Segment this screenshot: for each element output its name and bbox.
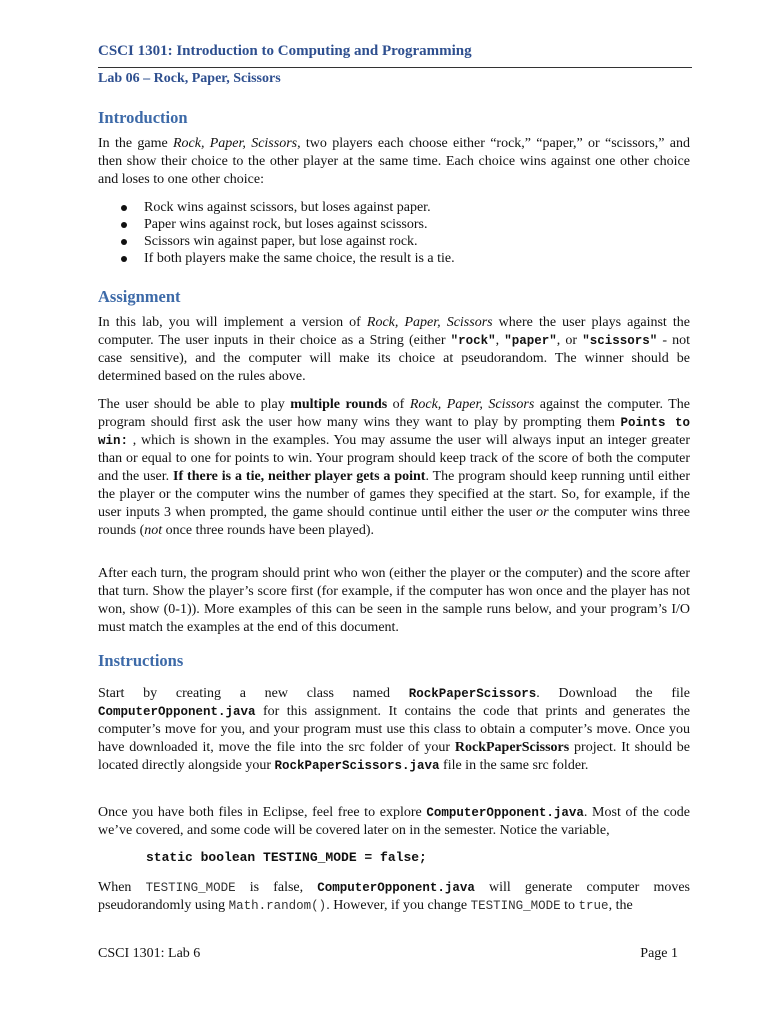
- list-item: [98, 250, 678, 267]
- code-snippet: static boolean TESTING_MODE = false;: [146, 850, 427, 865]
- emphasis: not: [144, 523, 163, 538]
- code-rock: "rock": [450, 334, 496, 348]
- text-run: project. It should be located directly alongside your: [98, 740, 690, 773]
- code-variable: TESTING_MODE: [470, 899, 561, 913]
- text-run: the computer wins three rounds (: [98, 505, 690, 538]
- instructions-paragraph-3: [98, 879, 690, 915]
- text-run: , or: [556, 333, 583, 348]
- text-run: , which is shown in the examples. You may assume the user will always input an integer greater than or equal to one for points to win. Your program should keep track of the score of both the computer and the user.: [98, 433, 690, 484]
- text-run: - not case sensitive), and the computer will make its choice at pseudorandom. The winner should be determined based on the rules above.: [98, 333, 691, 384]
- list-item-text: If both players make the same choice, the result is a tie.: [144, 251, 455, 266]
- footer-left: CSCI 1301: Lab 6: [98, 946, 201, 961]
- text-run: . Most of the code we’ve covered, and some code will be covered later on in the semester. Notice the variable,: [98, 805, 691, 838]
- instructions-paragraph-2: [98, 804, 690, 840]
- list-item: [98, 216, 678, 233]
- course-header: CSCI 1301: Introduction to Computing and Programming: [98, 43, 472, 59]
- game-name: Rock, Paper, Scissors: [366, 315, 493, 330]
- instructions-heading: Instructions: [98, 651, 184, 670]
- text-run: file in the same src folder.: [439, 758, 589, 773]
- text-run: The user should be able to play: [98, 397, 291, 412]
- code-class-name: RockPaperScissors: [408, 687, 537, 701]
- text-run: , two players each choose either “rock,” “paper,” or “scissors,” and then show their choice to the other player at the same time. Each choice wins against one other choice and loses to one other choice:: [98, 136, 690, 187]
- assignment-heading: Assignment: [98, 287, 181, 306]
- rules-list: [98, 199, 678, 267]
- code-scissors: "scissors": [582, 334, 658, 348]
- list-item-text: Paper wins against rock, but loses against scissors.: [144, 217, 428, 232]
- list-item: [98, 233, 678, 250]
- list-item: [98, 199, 678, 216]
- assignment-paragraph-2: [98, 396, 690, 540]
- text-run: to: [560, 898, 579, 913]
- bullet-icon: [121, 205, 127, 211]
- assignment-paragraph-3: After each turn, the program should print who won (either the player or the computer) and the score after that turn. Show the player’s score first (for example, if the computer has won once and the player has not won, show (0-1)). More examples of this can be seen in the sample runs below, and your program’s I/O must match the examples at the end of this document.: [98, 566, 690, 635]
- code-variable: TESTING_MODE: [145, 881, 236, 895]
- game-name: Rock, Paper, Scissors: [409, 397, 535, 412]
- bullet-icon: [121, 239, 127, 245]
- assignment-paragraph-1: [98, 314, 690, 386]
- text-run: of: [387, 397, 410, 412]
- bullet-icon: [121, 222, 127, 228]
- game-name: Rock, Paper, Scissors: [172, 136, 298, 151]
- list-item-text: Scissors win against paper, but lose against rock.: [144, 234, 418, 249]
- lab-title: Lab 06 – Rock, Paper, Scissors: [98, 71, 281, 86]
- text-run: When: [98, 880, 146, 895]
- header-divider: [98, 67, 692, 68]
- text-run: ,: [495, 333, 505, 348]
- text-run: will generate computer moves pseudorandomly using: [98, 880, 691, 913]
- text-run: . Download the file: [536, 686, 691, 701]
- emphasis: multiple rounds: [290, 397, 388, 412]
- text-run: Start by creating a new class named: [98, 686, 409, 701]
- emphasis: or: [536, 505, 549, 520]
- list-item-text: Rock wins against scissors, but loses against paper.: [144, 200, 431, 215]
- introduction-heading: Introduction: [98, 108, 188, 127]
- project-name: RockPaperScissors: [454, 740, 570, 755]
- emphasis: If there is a tie, neither player gets a point: [173, 469, 426, 484]
- text-run: . The program should keep running until either the player or the computer wins the number of games they specified at the start. So, for example, if the user inputs 3 when prompted, the game should continue until either the user: [98, 469, 690, 520]
- text-run: In this lab, you will implement a version of: [98, 315, 367, 330]
- introduction-paragraph: [98, 135, 690, 189]
- text-run: Once you have both files in Eclipse, feel free to explore: [98, 805, 427, 820]
- code-file-name: ComputerOpponent.java: [98, 705, 256, 719]
- bullet-icon: [121, 256, 127, 262]
- code-call: Math.random(): [228, 899, 327, 913]
- text-run: , the: [608, 898, 633, 913]
- text-run: In the game: [98, 136, 173, 151]
- text-run: against the computer. The program should first ask the user how many wins they want to play by prompting them: [98, 397, 691, 430]
- text-run: for this assignment. It contains the code that prints and generates the computer’s move for you, and your program must use this class to obtain a computer’s move. Once you have downloaded it, move the file into the src folder of your: [98, 704, 690, 755]
- text-run: is false,: [235, 880, 318, 895]
- code-prompt: Points to win:: [98, 416, 690, 448]
- code-file-name: ComputerOpponent.java: [317, 881, 475, 895]
- code-file-name: RockPaperScissors.java: [274, 759, 440, 773]
- text-run: where the user plays against the computer. The user inputs in their choice as a String (either: [98, 315, 690, 348]
- code-paper: "paper": [504, 334, 557, 348]
- text-run: . However, if you change: [326, 898, 471, 913]
- page-number: Page 1: [640, 946, 678, 961]
- code-file-name: ComputerOpponent.java: [426, 806, 584, 820]
- code-value: true: [578, 899, 609, 913]
- text-run: once three rounds have been played).: [162, 523, 375, 538]
- instructions-paragraph-1: [98, 685, 690, 775]
